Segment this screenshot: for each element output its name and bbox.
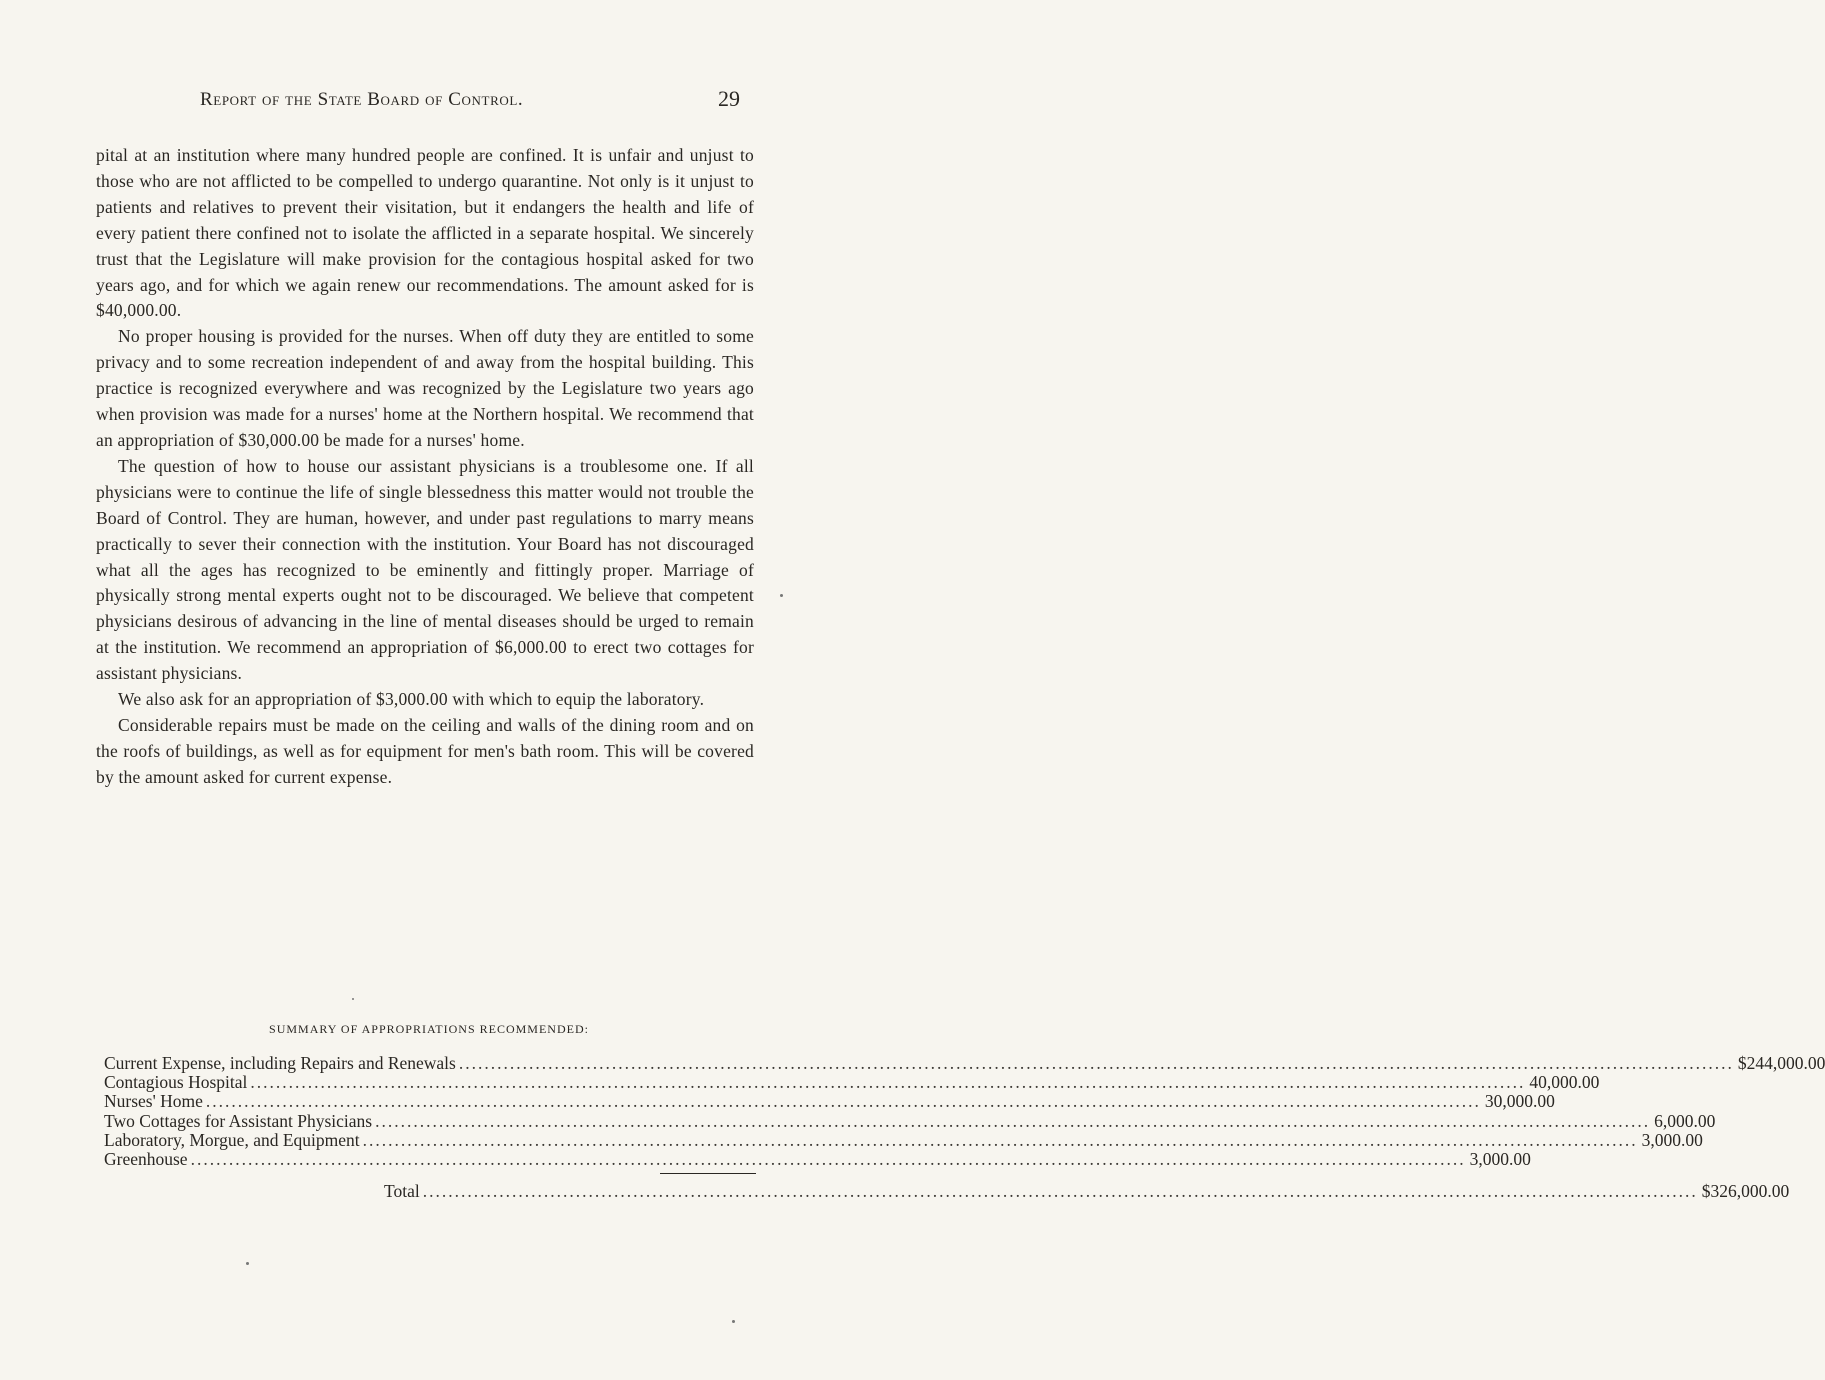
summary-row-amount: $244,000.00 [1737, 1053, 1825, 1073]
summary-row [104, 1072, 1600, 1093]
total-rule [660, 1173, 756, 1174]
summary-row-label: Current Expense, including Repairs and Renewals [104, 1053, 456, 1073]
summary-row [104, 1129, 1703, 1150]
total-label: Total [384, 1181, 420, 1202]
summary-row-label: Contagious Hospital [104, 1072, 248, 1093]
summary-row [104, 1053, 1825, 1073]
summary-row [104, 1149, 1531, 1170]
paper-speck [246, 1262, 249, 1265]
summary-heading: SUMMARY OF APPROPRIATIONS RECOMMENDED: [269, 1022, 589, 1036]
summary-row [104, 1110, 1716, 1131]
leader-dots: ........................................................................................................................................................................................................ [362, 1129, 1638, 1150]
summary-row-amount: 40,000.00 [1529, 1072, 1600, 1093]
running-head: Report of the State Board of Control. [200, 89, 524, 110]
body-text [96, 143, 754, 791]
leader-dots: ........................................................................................................................................................................................................ [375, 1110, 1651, 1131]
summary-row [104, 1091, 1555, 1112]
leader-dots: ........................................................................................................................................................................................................ [422, 1181, 1698, 1202]
paragraph-repairs: Considerable repairs must be made on the ceiling and walls of the dining room and on the roofs of buildings, as well as for equipment for men's bath room. This will be covered by the amount asked for current expense. [96, 714, 754, 787]
total-row [104, 1181, 1790, 1202]
paragraph-assistant-physicians: The question of how to house our assistant physicians is a troublesome one. If all physicians were to continue the life of single blessedness this matter would not trouble the Board of Control. They are human, however, and under past regulations to marry means practically to sever their connection with the institution. Your Board has not discouraged what all the ages has recognized to be eminently and fittingly proper. Marriage of physically strong mental experts ought not to be discouraged. We believe that competent physicians desirous of advancing in the line of mental diseases should be urged to remain at the institution. We recommend an appropriation of $6,000.00 to erect two cottages for assistant physicians. [96, 455, 754, 684]
paper-speck [732, 1320, 735, 1323]
paragraph-contagious-hospital: pital at an institution where many hundred people are confined. It is unfair and unjust to those who are not afflicted to be compelled to undergo quarantine. Not only is it unjust to patients and relatives to prevent their visitation, but it endangers the health and life of every patient there confined not to isolate the afflicted in a separate hospital. We sincerely trust that the Legislature will make provision for the contagious hospital asked for two years ago, and for which we again renew our recommendations. The amount asked for is $40,000.00. [96, 145, 754, 321]
summary-row-amount: 6,000.00 [1654, 1110, 1716, 1131]
summary-row-amount: 3,000.00 [1641, 1129, 1703, 1150]
paragraph-laboratory: We also ask for an appropriation of $3,000.00 with which to equip the laboratory. [118, 689, 705, 710]
leader-dots: ........................................................................................................................................................................................................ [250, 1072, 1526, 1093]
summary-table [104, 1053, 1825, 1202]
leader-dots: ........................................................................................................................................................................................................ [458, 1053, 1734, 1073]
paper-speck [352, 998, 354, 1000]
summary-row-amount: 30,000.00 [1484, 1091, 1555, 1112]
page-number: 29 [718, 86, 740, 111]
summary-row-label: Two Cottages for Assistant Physicians [104, 1110, 373, 1131]
leader-dots: ........................................................................................................................................................................................................ [190, 1149, 1466, 1170]
summary-row-label: Laboratory, Morgue, and Equipment [104, 1129, 360, 1150]
total-amount: $326,000.00 [1701, 1181, 1790, 1202]
paragraph-nurses-home: No proper housing is provided for the nurses. When off duty they are entitled to some privacy and to some recreation independent of and away from the hospital building. This practice is recognized everywhere and was recognized by the Legislature two years ago when provision was made for a nurses' home at the Northern hospital. We recommend that an appropriation of $30,000.00 be made for a nurses' home. [96, 326, 754, 450]
leader-dots: ........................................................................................................................................................................................................ [205, 1091, 1481, 1112]
summary-row-label: Nurses' Home [104, 1091, 203, 1112]
paper-speck [780, 594, 783, 597]
summary-row-amount: 3,000.00 [1469, 1149, 1531, 1170]
summary-row-label: Greenhouse [104, 1149, 188, 1170]
